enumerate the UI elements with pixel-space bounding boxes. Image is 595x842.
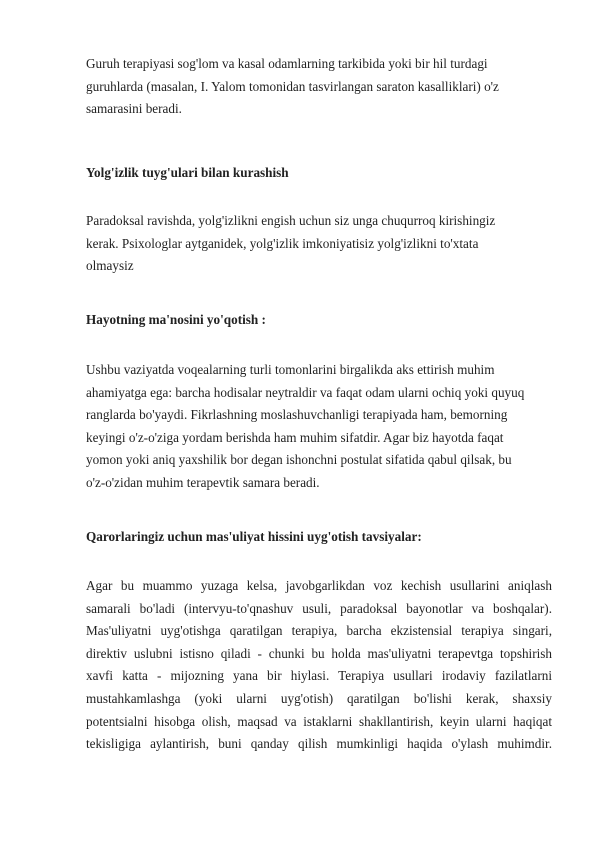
heading-responsibility: Qarorlaringiz uchun mas'uliyat hissini uyg'otish tavsiyalar: — [86, 529, 422, 544]
text-line: ranglarda bo'yaydi. Fikrlashning moslashuvchanligi terapiyada ham, bemorning — [86, 407, 508, 423]
paragraph-loneliness — [86, 210, 526, 278]
text-line: keyingi o'z-o'ziga yordam berishda ham muhim sifatdir. Agar biz hayotda faqat — [86, 429, 504, 445]
paragraph-group-therapy — [86, 53, 526, 121]
text-line: Mas'uliyatni uyg'otishga qaratilgan terapiya, barcha ekzistensial terapiya singari, — [86, 623, 552, 639]
text-line: olmaysiz — [86, 258, 134, 274]
text-line: tekisligiga aylantirish, buni qanday qilish mumkinligi haqida o'ylash muhimdir. — [86, 736, 552, 752]
paragraph-responsibility — [86, 575, 552, 756]
paragraph-meaning-of-life — [86, 359, 552, 495]
text-line: guruhlarda (masalan, I. Yalom tomonidan tasvirlangan saraton kasalliklari) o'z — [86, 78, 499, 94]
text-line: Agar bu muammo yuzaga kelsa, javobgarlikdan voz kechish usullarini aniqlash — [86, 578, 552, 593]
heading-meaning-of-life: Hayotning ma'nosini yo'qotish : — [86, 312, 266, 327]
text-line: o'z-o'zidan muhim terapevtik samara beradi. — [86, 474, 320, 490]
heading-loneliness: Yolg'izlik tuyg'ulari bilan kurashish — [86, 165, 289, 180]
text-line: yomon yoki aniq yaxshilik bor degan ishonchni postulat sifatida qabul qilsak, bu — [86, 452, 512, 468]
text-line: Paradoksal ravishda, yolg'izlikni engish uchun siz unga chuqurroq kirishingiz — [86, 213, 496, 228]
text-line: samarali bo'ladi (intervyu-to'qnashuv usuli, paradoksal bayonotlar va boshqalar). — [86, 600, 552, 616]
text-line: samarasini beradi. — [86, 101, 182, 117]
text-line: mustahkamlashga (yoki ularni uyg'otish) qaratilgan bo'lishi kerak, shaxsiy — [86, 690, 552, 706]
text-line: kerak. Psixologlar aytganidek, yolg'izlik imkoniyatisiz yolg'izlikni to'xtata — [86, 235, 479, 251]
text-line: Ushbu vaziyatda voqealarning turli tomonlarini birgalikda aks ettirish muhim — [86, 362, 495, 377]
text-line: potentsialni hisobga olish, maqsad va istaklarni shakllantirish, keyin ularni haqiqat — [86, 713, 552, 729]
text-line: ahamiyatga ega: barcha hodisalar neytraldir va faqat odam ularni ochiq yoki quyuq — [86, 384, 525, 400]
text-line: Guruh terapiyasi sog'lom va kasal odamlarning tarkibida yoki bir hil turdagi — [86, 56, 488, 71]
text-line: xavfi katta - mijozning yana bir hiylasi. Terapiya usullari irodaviy fazilatlarni — [86, 668, 552, 684]
text-line: direktiv uslubni istisno qiladi - chunki bu holda mas'uliyatni terapevtga topshirish — [86, 645, 552, 661]
